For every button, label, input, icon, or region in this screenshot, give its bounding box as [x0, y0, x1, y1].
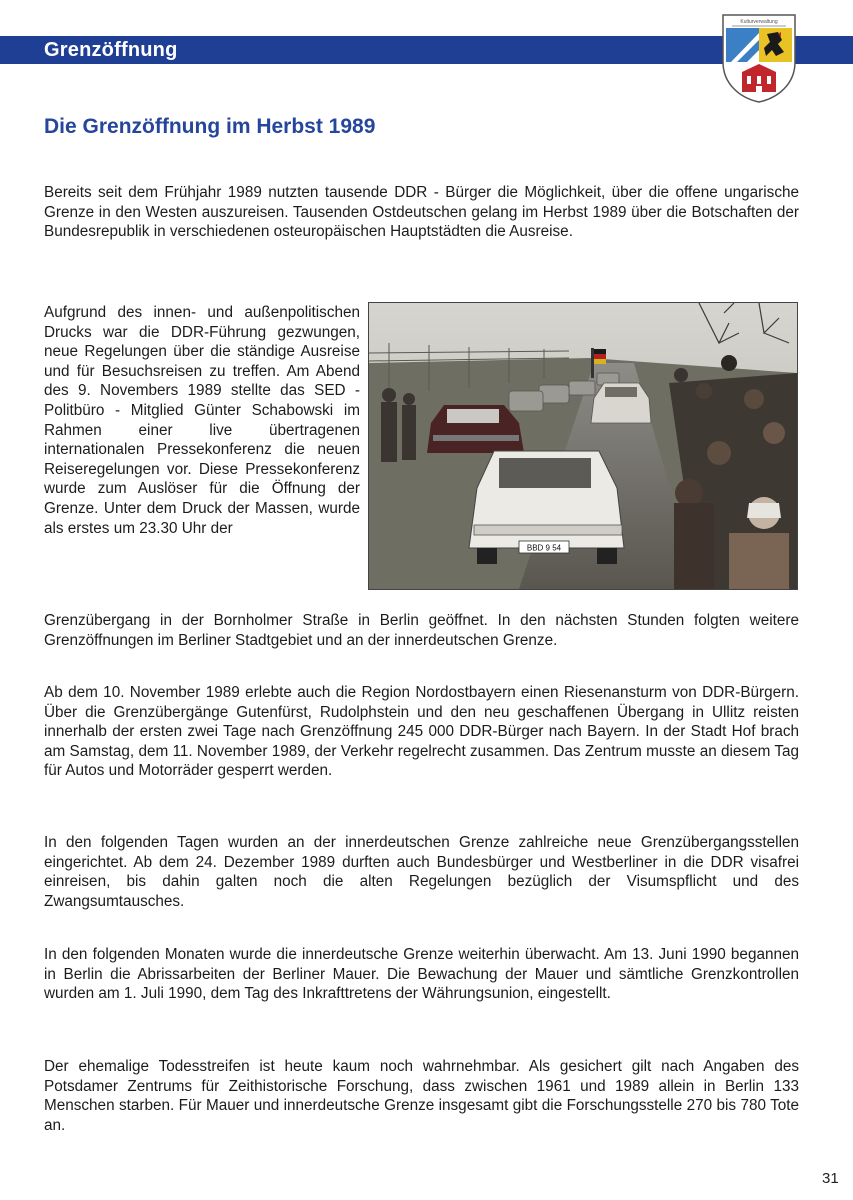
white-car-front: [469, 451, 624, 564]
paragraph-todesstreifen: Der ehemalige Todesstreifen ist heute kaum noch wahrnehmbar. Als gesichert gilt nach Angaben des Potsdamer Zentrums für Zeithistorische Forschung, dass zwischen 1961 und 1989 allein in Berlin 133 Menschen starben. Für Mauer und innerdeutsche Grenze insgesamt gibt die Forschungsstelle 270 bis 780 Tote an.: [44, 1058, 799, 1134]
border-opening-photo: [368, 302, 798, 590]
paragraph-nordostbayern: Ab dem 10. November 1989 erlebte auch die Region Nordostbayern einen Riesenansturm von DDR-Bürgern. Über die Grenzübergänge Gutenfürst, Rudolphstein und den neu geschaffenen Übergang in Ullitz reisten innerhalb der ersten zwei Tage nach Grenzöffnung 245 000 DDR-Bürger nach Bayern. In der Stadt Hof brach am Samstag, dem 11. November 1989, der Verkehr regelrecht zusammen. Das Zentrum musste an diesem Tag für Autos und Motorräder gesperrt werden.: [44, 684, 799, 780]
crest-caption: Kulturverwaltung: [740, 19, 778, 25]
dark-car: [427, 405, 524, 453]
license-plate: BBD 9 54: [526, 543, 562, 553]
page-number: 31: [822, 1170, 839, 1187]
paragraph-pressekonferenz-wrapped: Aufgrund des innen- und außenpolitischen Drucks war die DDR-Führung gezwungen, neue Regelungen über die ständige Ausreise und für Besuchsreisen zu treffen. Am Abend des 9. Novembers 1989 stellte das SED - Politbüro - Mitglied Günter Schabowski im Rahmen einer live übertragenen internationalen Pressekonferenz die neuen Reiseregelungen vor. Diese Pressekonferenz wurde zum Auslöser für die Öffnung der Grenze. Unter dem Druck der Massen, wurde als erstes um 23.30 Uhr der: [44, 304, 360, 537]
paragraph-grenzuebergangsstellen: In den folgenden Tagen wurden an der innerdeutschen Grenze zahlreiche neue Grenzübergangsstellen eingerichtet. Ab dem 24. Dezember 1989 durften auch Bundesbürger und Westberliner in die DDR visafrei einreisen, bis dahin galten noch die alten Regelungen bezüglich der Visumspflicht und des Zwangsumtausches.: [44, 834, 799, 910]
paragraph-abrissarbeiten: In den folgenden Monaten wurde die innerdeutsche Grenze weiterhin überwacht. Am 13. Juni 1990 begannen in Berlin die Abrissarbeiten der Berliner Mauer. Die Bewachung der Mauer und sämtliche Grenzkontrollen wurden am 1. Juli 1990, dem Tag des Inkrafttretens der Währungsunion, eingestellt.: [44, 946, 799, 1003]
bavarian-lozenge-icon: [726, 28, 759, 62]
border-crossing-photo-illustration: [369, 303, 797, 589]
lion-shield-icon: [759, 28, 792, 62]
crowd-right: [669, 355, 797, 589]
red-building-icon: [726, 62, 792, 100]
section-title: Grenzöffnung: [44, 39, 178, 61]
intro-paragraph: Bereits seit dem Frühjahr 1989 nutzten tausende DDR - Bürger die Möglichkeit, über die offene ungarische Grenze in den Westen auszureisen. Tausenden Ostdeutschen gelang im Herbst 1989 über die Botschaften der Bundesrepublik in verschiedenen osteuropäischen Hauptstädten die Ausreise.: [44, 184, 799, 241]
coat-of-arms-logo: [720, 12, 798, 104]
paragraph-bornholmer-strasse: Grenzübergang in der Bornholmer Straße in Berlin geöffnet. In den nächsten Stunden folgten weitere Grenzöffnungen im Berliner Stadtgebiet und an der innerdeutschen Grenze.: [44, 612, 799, 649]
page-title: Die Grenzöffnung im Herbst 1989: [44, 115, 376, 138]
light-car-right: [591, 383, 651, 423]
